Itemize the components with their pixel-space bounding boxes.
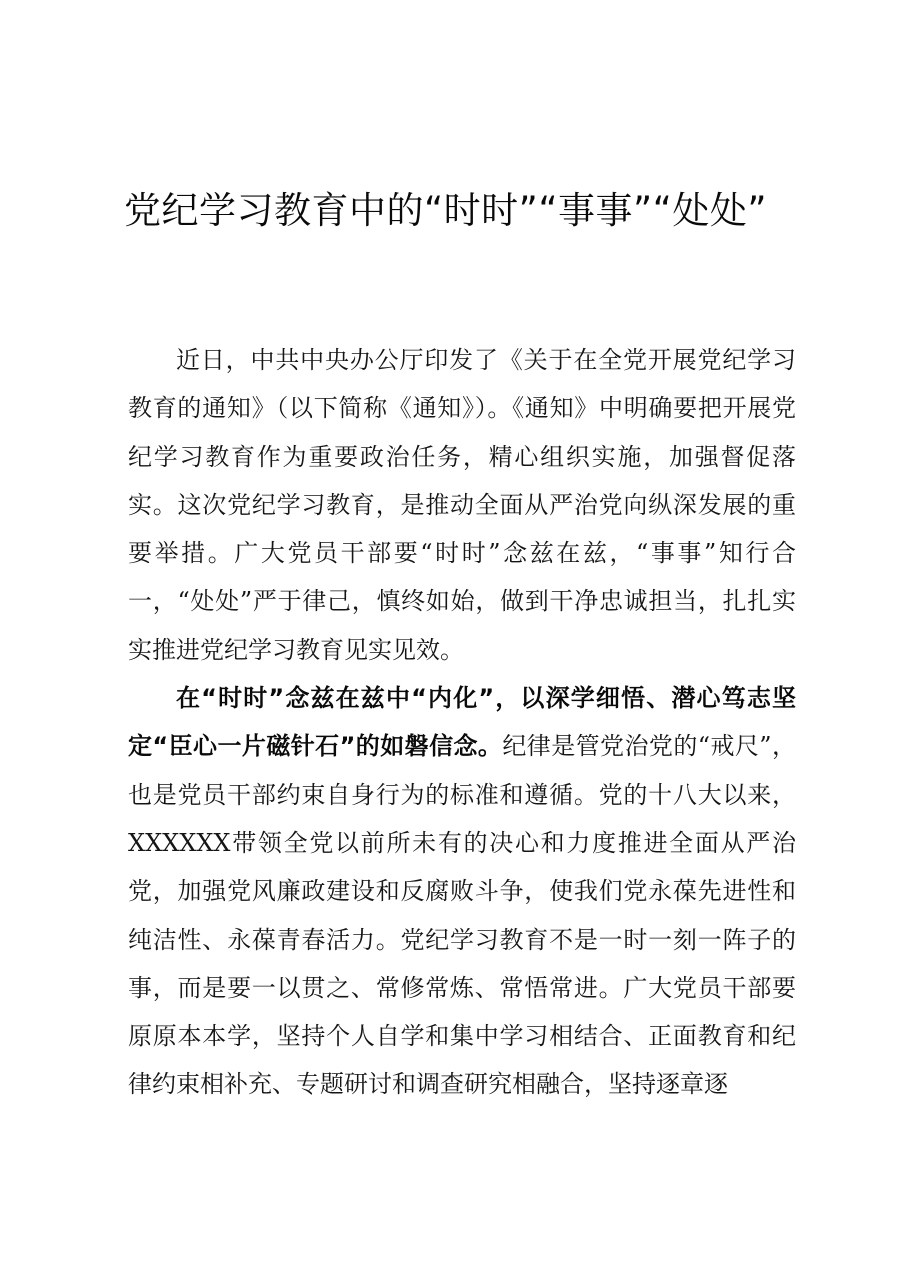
paragraph-1-text: 近日，中共中央办公厅印发了《关于在全党开展党纪学习教育的通知》（以下简称《通知》）。《通知》中明确要把开展党纪学习教育作为重要政治任务，精心组织实施，加强督促落实。这次党纪学习教育，是推动全面从严治党向纵深发展的重要举措。广大党员干部要“时时”念兹在兹，“事事”知行合一，“处处”严于律己，慎终如始，做到干净忠诚担当，扎扎实实推进党纪学习教育见实见效。 [128, 346, 796, 664]
document-body [128, 336, 796, 1109]
paragraph-2 [128, 674, 796, 1109]
paragraph-1 [128, 336, 796, 674]
paragraph-2-text: 纪律是管党治党的“戒尺”，也是党员干部约束自身行为的标准和遵循。党的十八大以来，XXXXXX带领全党以前所未有的决心和力度推进全面从严治党，加强党风廉政建设和反腐败斗争，使我们党永葆先进性和纯洁性、永葆青春活力。党纪学习教育不是一时一刻一阵子的事，而是要一以贯之、常修常炼、常悟常进。广大党员干部要原原本本学，坚持个人自学和集中学习相结合、正面教育和纪律约束相补充、专题研讨和调查研究相融合，坚持逐章逐 [128, 732, 797, 1099]
document-title: 党纪学习教育中的“时时”“事事”“处处” [124, 189, 768, 232]
paragraph-2-lead: 在“时时”念兹在兹中“内化”，以深学细悟、潜心笃志坚定“臣心一片磁针石”的如磐信念。 [128, 684, 796, 761]
